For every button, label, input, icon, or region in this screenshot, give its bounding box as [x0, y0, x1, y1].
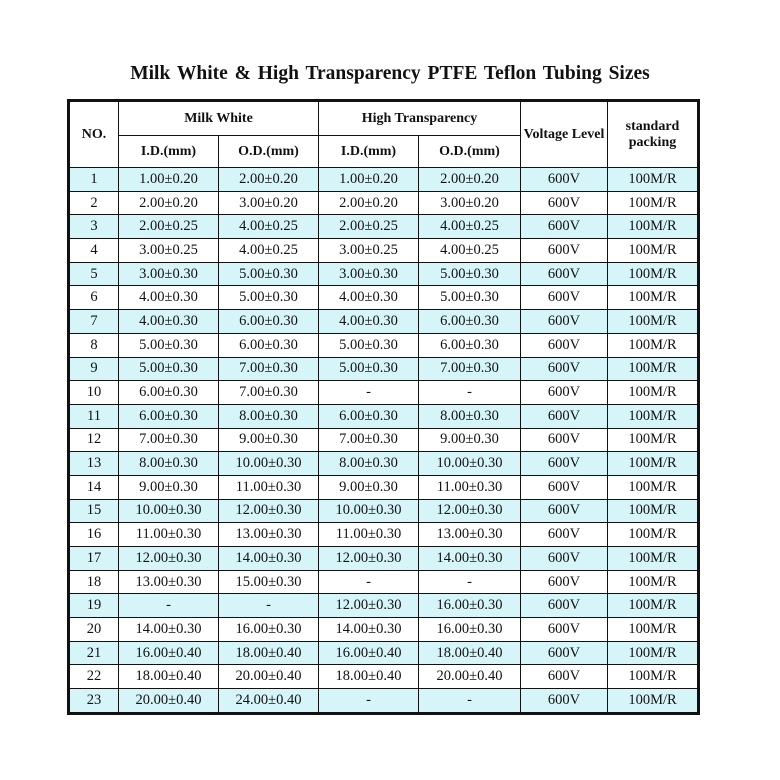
cell-ht-id: 8.00±0.30 — [319, 452, 419, 476]
cell-no: 2 — [69, 191, 119, 215]
table-row — [69, 570, 699, 594]
cell-packing: 100M/R — [608, 618, 699, 642]
cell-packing: 100M/R — [608, 547, 699, 571]
header-mw-od: O.D.(mm) — [219, 136, 319, 168]
cell-ht-id: 1.00±0.20 — [319, 168, 419, 192]
table-row — [69, 452, 699, 476]
cell-ht-od: - — [419, 570, 521, 594]
cell-ht-id: 3.00±0.30 — [319, 262, 419, 286]
cell-no: 14 — [69, 475, 119, 499]
cell-mw-od: 7.00±0.30 — [219, 357, 319, 381]
table-row — [69, 499, 699, 523]
header-ht-od: O.D.(mm) — [419, 136, 521, 168]
cell-mw-id: 13.00±0.30 — [119, 570, 219, 594]
cell-mw-od: 10.00±0.30 — [219, 452, 319, 476]
cell-mw-od: 4.00±0.25 — [219, 215, 319, 239]
cell-voltage: 600V — [521, 475, 608, 499]
cell-ht-id: 4.00±0.30 — [319, 310, 419, 334]
cell-no: 18 — [69, 570, 119, 594]
cell-packing: 100M/R — [608, 168, 699, 192]
cell-mw-id: 12.00±0.30 — [119, 547, 219, 571]
cell-no: 3 — [69, 215, 119, 239]
cell-no: 23 — [69, 689, 119, 714]
cell-voltage: 600V — [521, 641, 608, 665]
cell-packing: 100M/R — [608, 310, 699, 334]
cell-mw-id: 2.00±0.20 — [119, 191, 219, 215]
cell-ht-id: 10.00±0.30 — [319, 499, 419, 523]
cell-ht-id: 2.00±0.25 — [319, 215, 419, 239]
cell-mw-od: 20.00±0.40 — [219, 665, 319, 689]
cell-no: 4 — [69, 239, 119, 263]
tubing-sizes-table — [67, 99, 700, 715]
cell-mw-od: 24.00±0.40 — [219, 689, 319, 714]
cell-voltage: 600V — [521, 452, 608, 476]
cell-mw-id: 10.00±0.30 — [119, 499, 219, 523]
cell-ht-od: 6.00±0.30 — [419, 333, 521, 357]
table-row — [69, 547, 699, 571]
cell-mw-od: 6.00±0.30 — [219, 333, 319, 357]
table-row — [69, 333, 699, 357]
cell-packing: 100M/R — [608, 191, 699, 215]
table-row — [69, 191, 699, 215]
cell-ht-id: 5.00±0.30 — [319, 333, 419, 357]
cell-mw-id: 18.00±0.40 — [119, 665, 219, 689]
cell-voltage: 600V — [521, 262, 608, 286]
cell-ht-od: 14.00±0.30 — [419, 547, 521, 571]
cell-mw-od: 9.00±0.30 — [219, 428, 319, 452]
cell-packing: 100M/R — [608, 499, 699, 523]
header-voltage: Voltage Level — [521, 101, 608, 168]
table-row — [69, 428, 699, 452]
cell-mw-od: 14.00±0.30 — [219, 547, 319, 571]
cell-voltage: 600V — [521, 523, 608, 547]
cell-ht-id: 9.00±0.30 — [319, 475, 419, 499]
cell-voltage: 600V — [521, 665, 608, 689]
cell-ht-od: 9.00±0.30 — [419, 428, 521, 452]
cell-mw-od: 12.00±0.30 — [219, 499, 319, 523]
cell-voltage: 600V — [521, 310, 608, 334]
cell-ht-od: 5.00±0.30 — [419, 262, 521, 286]
table-row — [69, 239, 699, 263]
cell-mw-od: 5.00±0.30 — [219, 286, 319, 310]
cell-mw-id: 6.00±0.30 — [119, 404, 219, 428]
header-high-transparency: High Transparency — [319, 101, 521, 136]
cell-voltage: 600V — [521, 286, 608, 310]
cell-no: 10 — [69, 381, 119, 405]
cell-ht-od: 20.00±0.40 — [419, 665, 521, 689]
cell-mw-id: - — [119, 594, 219, 618]
cell-voltage: 600V — [521, 215, 608, 239]
cell-voltage: 600V — [521, 428, 608, 452]
cell-voltage: 600V — [521, 191, 608, 215]
table-row — [69, 310, 699, 334]
cell-packing: 100M/R — [608, 570, 699, 594]
cell-packing: 100M/R — [608, 428, 699, 452]
cell-ht-id: - — [319, 689, 419, 714]
cell-mw-od: 16.00±0.30 — [219, 618, 319, 642]
cell-voltage: 600V — [521, 357, 608, 381]
cell-no: 11 — [69, 404, 119, 428]
cell-mw-id: 3.00±0.30 — [119, 262, 219, 286]
cell-mw-od: 11.00±0.30 — [219, 475, 319, 499]
cell-no: 5 — [69, 262, 119, 286]
cell-packing: 100M/R — [608, 286, 699, 310]
cell-mw-od: - — [219, 594, 319, 618]
cell-mw-id: 20.00±0.40 — [119, 689, 219, 714]
cell-mw-od: 4.00±0.25 — [219, 239, 319, 263]
header-no: NO. — [69, 101, 119, 168]
table-row — [69, 215, 699, 239]
cell-ht-id: 12.00±0.30 — [319, 547, 419, 571]
cell-ht-id: - — [319, 381, 419, 405]
cell-ht-id: - — [319, 570, 419, 594]
cell-ht-od: 16.00±0.30 — [419, 594, 521, 618]
table-row — [69, 404, 699, 428]
cell-packing: 100M/R — [608, 475, 699, 499]
cell-ht-id: 18.00±0.40 — [319, 665, 419, 689]
table-row — [69, 641, 699, 665]
cell-packing: 100M/R — [608, 357, 699, 381]
cell-mw-od: 15.00±0.30 — [219, 570, 319, 594]
table-row — [69, 689, 699, 714]
cell-mw-od: 2.00±0.20 — [219, 168, 319, 192]
cell-ht-id: 14.00±0.30 — [319, 618, 419, 642]
table-row — [69, 168, 699, 192]
cell-ht-od: 10.00±0.30 — [419, 452, 521, 476]
cell-ht-id: 4.00±0.30 — [319, 286, 419, 310]
cell-ht-id: 16.00±0.40 — [319, 641, 419, 665]
cell-mw-id: 16.00±0.40 — [119, 641, 219, 665]
cell-no: 21 — [69, 641, 119, 665]
cell-voltage: 600V — [521, 239, 608, 263]
cell-voltage: 600V — [521, 547, 608, 571]
cell-no: 17 — [69, 547, 119, 571]
cell-ht-id: 12.00±0.30 — [319, 594, 419, 618]
cell-packing: 100M/R — [608, 665, 699, 689]
cell-mw-od: 6.00±0.30 — [219, 310, 319, 334]
cell-no: 7 — [69, 310, 119, 334]
cell-mw-id: 14.00±0.30 — [119, 618, 219, 642]
table-row — [69, 594, 699, 618]
cell-ht-od: 8.00±0.30 — [419, 404, 521, 428]
header-mw-id: I.D.(mm) — [119, 136, 219, 168]
page-title: Milk White & High Transparency PTFE Teflon Tubing Sizes — [130, 63, 650, 84]
cell-packing: 100M/R — [608, 404, 699, 428]
cell-no: 9 — [69, 357, 119, 381]
cell-no: 6 — [69, 286, 119, 310]
cell-mw-id: 5.00±0.30 — [119, 357, 219, 381]
cell-mw-od: 5.00±0.30 — [219, 262, 319, 286]
cell-ht-od: 6.00±0.30 — [419, 310, 521, 334]
cell-ht-od: 13.00±0.30 — [419, 523, 521, 547]
cell-no: 13 — [69, 452, 119, 476]
table-row — [69, 357, 699, 381]
cell-voltage: 600V — [521, 689, 608, 714]
cell-voltage: 600V — [521, 168, 608, 192]
cell-ht-id: 2.00±0.20 — [319, 191, 419, 215]
cell-voltage: 600V — [521, 333, 608, 357]
header-ht-id: I.D.(mm) — [319, 136, 419, 168]
cell-ht-od: - — [419, 381, 521, 405]
cell-packing: 100M/R — [608, 239, 699, 263]
cell-ht-od: 2.00±0.20 — [419, 168, 521, 192]
cell-no: 1 — [69, 168, 119, 192]
cell-mw-id: 2.00±0.25 — [119, 215, 219, 239]
cell-voltage: 600V — [521, 594, 608, 618]
cell-ht-id: 7.00±0.30 — [319, 428, 419, 452]
cell-ht-od: 4.00±0.25 — [419, 239, 521, 263]
cell-no: 16 — [69, 523, 119, 547]
cell-ht-id: 3.00±0.25 — [319, 239, 419, 263]
cell-ht-id: 6.00±0.30 — [319, 404, 419, 428]
cell-ht-od: 16.00±0.30 — [419, 618, 521, 642]
table-row — [69, 665, 699, 689]
cell-mw-id: 7.00±0.30 — [119, 428, 219, 452]
cell-mw-id: 3.00±0.25 — [119, 239, 219, 263]
cell-ht-od: 12.00±0.30 — [419, 499, 521, 523]
table-row — [69, 286, 699, 310]
cell-packing: 100M/R — [608, 452, 699, 476]
cell-mw-id: 1.00±0.20 — [119, 168, 219, 192]
header-milk-white: Milk White — [119, 101, 319, 136]
cell-ht-id: 5.00±0.30 — [319, 357, 419, 381]
cell-mw-od: 18.00±0.40 — [219, 641, 319, 665]
cell-voltage: 600V — [521, 381, 608, 405]
cell-packing: 100M/R — [608, 523, 699, 547]
cell-no: 15 — [69, 499, 119, 523]
cell-voltage: 600V — [521, 570, 608, 594]
cell-packing: 100M/R — [608, 641, 699, 665]
cell-voltage: 600V — [521, 404, 608, 428]
cell-mw-id: 8.00±0.30 — [119, 452, 219, 476]
cell-ht-od: 11.00±0.30 — [419, 475, 521, 499]
cell-no: 20 — [69, 618, 119, 642]
cell-mw-od: 3.00±0.20 — [219, 191, 319, 215]
cell-voltage: 600V — [521, 618, 608, 642]
cell-mw-id: 4.00±0.30 — [119, 286, 219, 310]
cell-ht-od: 3.00±0.20 — [419, 191, 521, 215]
cell-no: 22 — [69, 665, 119, 689]
table-row — [69, 475, 699, 499]
header-packing: standard packing — [608, 101, 699, 168]
cell-ht-od: 5.00±0.30 — [419, 286, 521, 310]
cell-mw-id: 5.00±0.30 — [119, 333, 219, 357]
cell-packing: 100M/R — [608, 689, 699, 714]
table-body — [69, 168, 699, 714]
cell-no: 8 — [69, 333, 119, 357]
cell-packing: 100M/R — [608, 381, 699, 405]
cell-mw-od: 13.00±0.30 — [219, 523, 319, 547]
cell-mw-id: 4.00±0.30 — [119, 310, 219, 334]
cell-ht-od: 4.00±0.25 — [419, 215, 521, 239]
cell-packing: 100M/R — [608, 215, 699, 239]
cell-packing: 100M/R — [608, 594, 699, 618]
cell-mw-od: 8.00±0.30 — [219, 404, 319, 428]
cell-ht-od: 7.00±0.30 — [419, 357, 521, 381]
cell-mw-id: 6.00±0.30 — [119, 381, 219, 405]
cell-mw-od: 7.00±0.30 — [219, 381, 319, 405]
cell-ht-id: 11.00±0.30 — [319, 523, 419, 547]
cell-packing: 100M/R — [608, 333, 699, 357]
cell-ht-od: - — [419, 689, 521, 714]
cell-mw-id: 9.00±0.30 — [119, 475, 219, 499]
cell-voltage: 600V — [521, 499, 608, 523]
table-row — [69, 618, 699, 642]
table-row — [69, 381, 699, 405]
table-row — [69, 523, 699, 547]
cell-ht-od: 18.00±0.40 — [419, 641, 521, 665]
table-row — [69, 262, 699, 286]
cell-no: 12 — [69, 428, 119, 452]
cell-packing: 100M/R — [608, 262, 699, 286]
cell-no: 19 — [69, 594, 119, 618]
cell-mw-id: 11.00±0.30 — [119, 523, 219, 547]
